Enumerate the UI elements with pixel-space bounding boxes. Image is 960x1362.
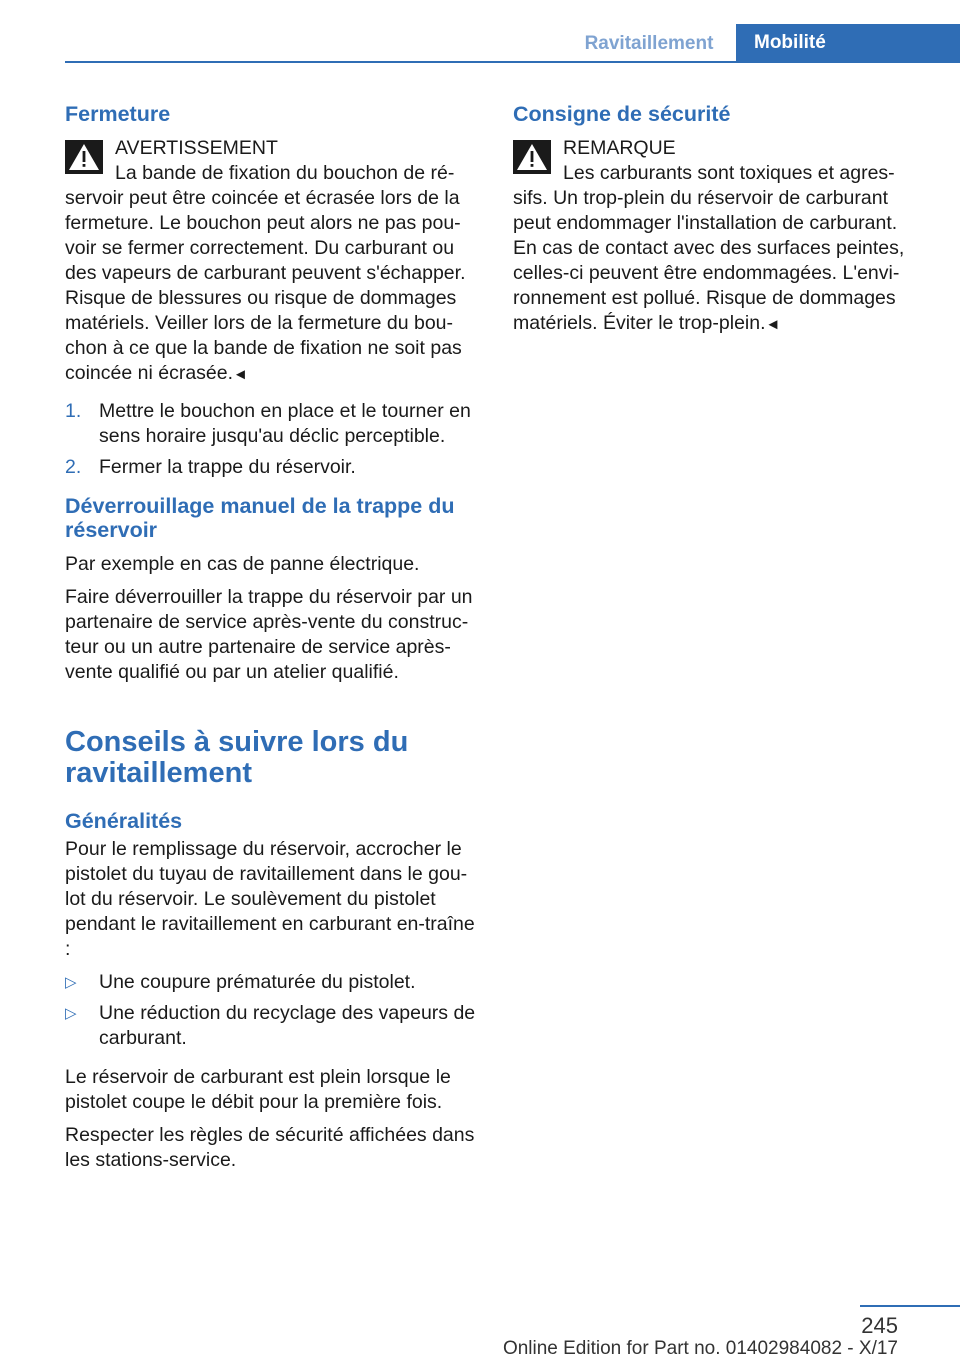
warning-notice <box>65 136 483 387</box>
step-text: Mettre le bouchon en place et le tourner en sens horaire jusqu'au déclic perceptible. <box>99 400 471 447</box>
bullet-text: Une coupure prématurée du pistolet. <box>99 971 416 993</box>
deverrouillage-heading: Déverrouillage manuel de la trappe du réservoir <box>65 494 455 542</box>
warning-text: La bande de fixation du bouchon de ré-servoir peut être coincée et écrasée lors de la fermeture. Le bouchon peut alors ne pas pou-voir se fermer correctement. Du carburant ou des vapeurs de carburant peuvent s'échapper. Risque de blessures ou risque de dommages matériels. Veiller lors de la fermeture du bou-chon à ce que la bande de fixation ne soit pas coincée ni écrasée. <box>65 162 466 384</box>
generalites-heading: Généralités <box>65 809 183 833</box>
step-number: 2. <box>65 456 82 478</box>
note-label: REMARQUE <box>563 137 676 159</box>
warning-label: AVERTISSEMENT <box>115 137 278 159</box>
chapter-tab[interactable]: Mobilité <box>736 24 960 62</box>
end-mark: ◄ <box>233 366 248 383</box>
bullet-text: Une réduction du recyclage des vapeurs de carburant. <box>99 1002 476 1049</box>
fermeture-heading: Fermeture <box>65 102 171 126</box>
bullet-triangle-icon: ▷ <box>65 1005 77 1022</box>
step-text: Fermer la trappe du réservoir. <box>99 456 356 478</box>
page-number: 245 <box>861 1313 898 1338</box>
list-item <box>65 970 483 995</box>
note-text: Les carburants sont toxiques et agres-sifs. Un trop-plein du réservoir de carburant peut endommager l'installation de carburant. En cas de contact avec des surfaces peintes, celles-ci peuvent être endommagées. L'envi-ronnement est pollué. Risque de dommages matériels. Éviter le trop-plein. <box>513 162 905 334</box>
warning-triangle-icon <box>513 140 551 174</box>
consequence-list <box>65 970 483 1051</box>
edition-footer: Online Edition for Part no. 01402984082 - X/17 <box>502 1338 898 1359</box>
consigne-heading: Consigne de sécurité <box>513 102 731 126</box>
paragraph: Par exemple en cas de panne électrique. <box>65 553 420 575</box>
warning-triangle-icon <box>65 140 103 174</box>
paragraph: Le réservoir de carburant est plein lorsque le pistolet coupe le débit pour la première fois. <box>65 1066 451 1113</box>
conseils-heading: Conseils à suivre lors du ravitaillement <box>65 726 409 789</box>
left-column <box>65 102 483 1181</box>
paragraph: Faire déverrouiller la trappe du réservoir par un partenaire de service après-vente du construc-teur ou un autre partenaire de service après-vente qualifié ou par un atelier qualifié. <box>65 586 473 683</box>
list-item <box>65 399 483 449</box>
closing-steps <box>65 399 483 480</box>
right-column <box>513 102 913 349</box>
step-number: 1. <box>65 400 82 422</box>
footer-rule <box>860 1305 960 1307</box>
end-mark: ◄ <box>765 316 781 333</box>
paragraph: Respecter les règles de sécurité affichées dans les stations-service. <box>65 1124 475 1171</box>
list-item <box>65 1001 483 1051</box>
paragraph: Pour le remplissage du réservoir, accrocher le pistolet du tuyau de ravitaillement dans le gou-lot du réservoir. Le soulèvement du pistolet pendant le ravitaillement en carburant en-traîne : <box>65 838 475 960</box>
section-tab[interactable]: Ravitaillement <box>584 33 714 54</box>
bullet-triangle-icon: ▷ <box>65 974 77 991</box>
list-item <box>65 455 483 480</box>
note-notice <box>513 136 913 337</box>
